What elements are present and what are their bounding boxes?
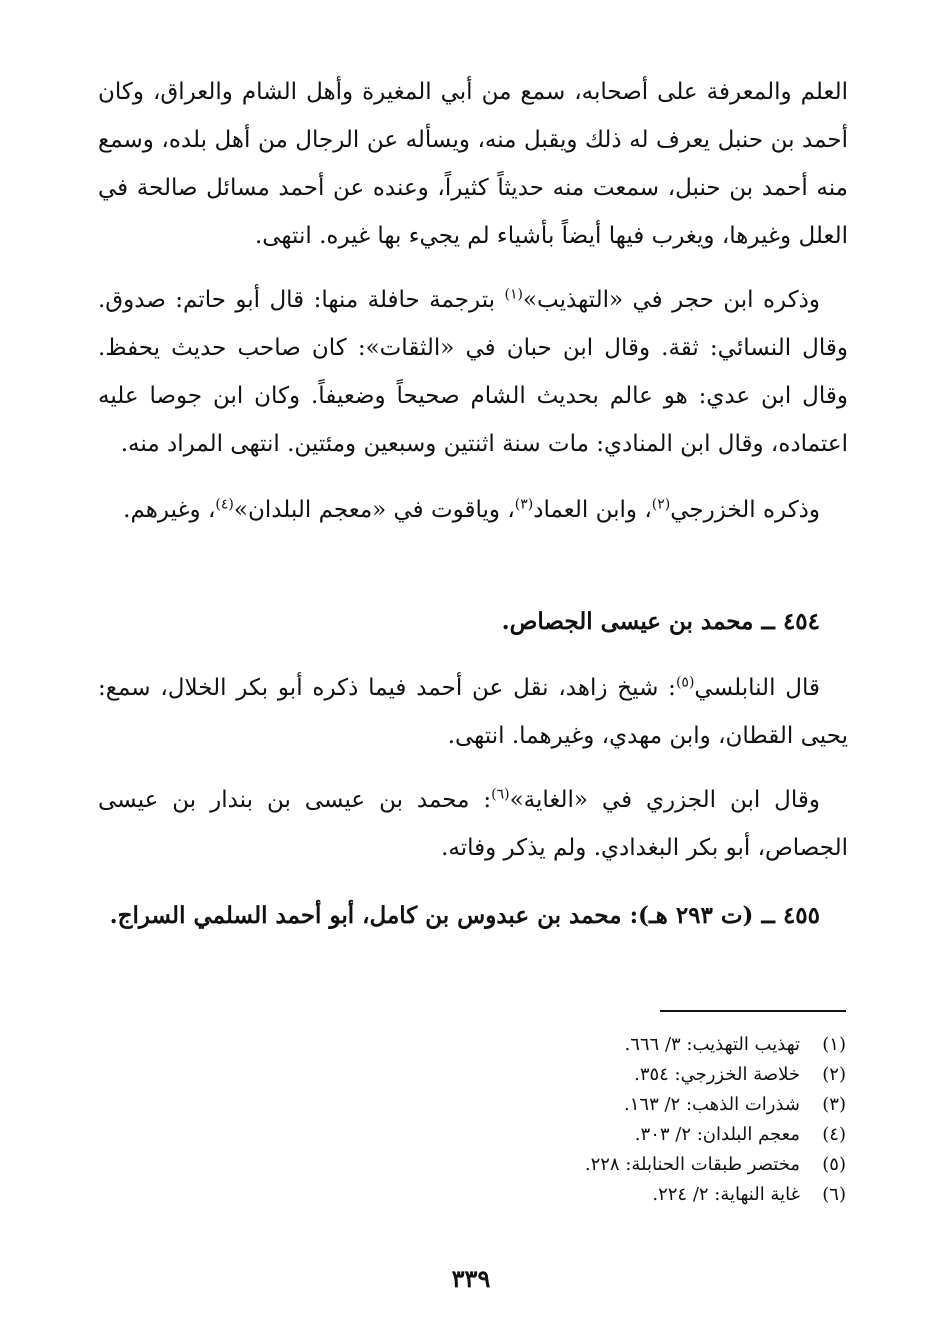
footnote-text: خلاصة الخزرجي: ٣٥٤.: [634, 1064, 800, 1085]
entry-455-heading: ٤٥٥ ــ (ت ٢٩٣ هـ): محمد بن عبدوس بن كامل، أبو أحمد السلمي السراج.: [109, 902, 820, 929]
footnote-text: تهذيب التهذيب: ٣/ ٦٦٦.: [624, 1034, 800, 1055]
footnote-item: [346, 1150, 846, 1180]
footnote-item: [346, 1120, 846, 1150]
paragraph-5-part-a: وقال ابن الجزري في «الغاية»: [509, 787, 821, 813]
paragraph-4: [98, 664, 848, 760]
footnote-item: [346, 1180, 846, 1210]
paragraph-5-part-b: : محمد بن عيسى بن بندار بن عيسى الجصاص، أبو بكر البغدادي. ولم يذكر وفاته.: [98, 787, 848, 861]
footnote-text: مختصر طبقات الحنابلة: ٢٢٨.: [584, 1154, 800, 1175]
paragraph-1-text: العلم والمعرفة على أصحابه، سمع من أبي المغيرة وأهل الشام والعراق، وكان أحمد بن حنبل يعرف له ذلك ويقبل منه، ويسأله عن الرجال من أهل بلده، وسمع منه أحمد بن حنبل، سمعت منه حديثاً كثيراً، وعنده عن أحمد مسائل صالحة في العلل وغيرها، ويغرب فيها أيضاً بأشياء لم يجيء بها غيره. انتهى.: [98, 79, 848, 249]
footnote-number: (٢): [822, 1064, 846, 1085]
footnote-number: (٥): [822, 1154, 846, 1175]
footnote-number: (٦): [822, 1184, 846, 1205]
paragraph-3-part-c: ، وياقوت في «معجم البلدان»: [233, 497, 515, 523]
footnote-text: معجم البلدان: ٢/ ٣٠٣.: [634, 1124, 800, 1145]
paragraph-5-text: [98, 776, 848, 872]
paragraph-2: [98, 276, 848, 468]
paragraph-3-part-b: ، وابن العماد: [533, 497, 652, 523]
page-number: ٣٣٩: [451, 1264, 491, 1293]
footnote-ref-2: (٢): [651, 496, 671, 513]
paragraph-4-part-a: قال النابلسي: [694, 675, 820, 701]
footnote-divider: [660, 1010, 846, 1012]
footnote-ref-3: (٣): [514, 496, 534, 513]
footnote-text: شذرات الذهب: ٢/ ١٦٣.: [624, 1094, 800, 1115]
footnote-ref-5: (٥): [675, 674, 695, 691]
footnote-ref-6: (٦): [491, 786, 510, 803]
footnote-number: (٤): [822, 1124, 846, 1145]
paragraph-4-text: [98, 664, 848, 760]
footnote-item: [346, 1030, 846, 1060]
footnote-text: غاية النهاية: ٢/ ٢٢٤.: [652, 1184, 800, 1205]
paragraph-2-part-b: بترجمة حافلة منها: قال أبو حاتم: صدوق. وقال النسائي: ثقة. وقال ابن حبان في «الثقات»: كان صاحب حديث يحفظ. وقال ابن عدي: هو عالم بحديث الشام صحيحاً وضعيفاً. وكان ابن جوصا عليه اعتماده، وقال ابن المنادي: مات سنة اثنتين وسبعين ومئتين. انتهى المراد منه.: [98, 287, 848, 457]
paragraph-3: [98, 486, 848, 534]
entry-454-heading: ٤٥٤ ــ محمد بن عيسى الجصاص.: [501, 608, 820, 635]
paragraph-1: [98, 68, 848, 260]
footnote-ref-1: (١): [504, 286, 523, 303]
footnote-ref-4: (٤): [215, 496, 234, 513]
footnote-number: (٣): [822, 1094, 846, 1115]
paragraph-2-part-a: وذكره ابن حجر في «التهذيب»: [522, 287, 820, 313]
footnote-item: [346, 1090, 846, 1120]
entry-454: [98, 598, 848, 646]
footnote-item: [346, 1060, 846, 1090]
paragraph-2-text: [98, 276, 848, 468]
footnote-number: (١): [822, 1034, 846, 1055]
paragraph-5: [98, 776, 848, 872]
entry-455: [98, 892, 848, 940]
paragraph-3-text: [98, 486, 848, 534]
paragraph-3-part-d: ، وغيرهم.: [123, 497, 216, 523]
footnotes: [346, 1030, 846, 1210]
paragraph-4-part-b: : شيخ زاهد، نقل عن أحمد فيما ذكره أبو بكر الخلال، سمع: يحيى القطان، وابن مهدي، وغيرهما. انتهى.: [98, 675, 848, 749]
paragraph-3-part-a: وذكره الخزرجي: [670, 497, 820, 523]
